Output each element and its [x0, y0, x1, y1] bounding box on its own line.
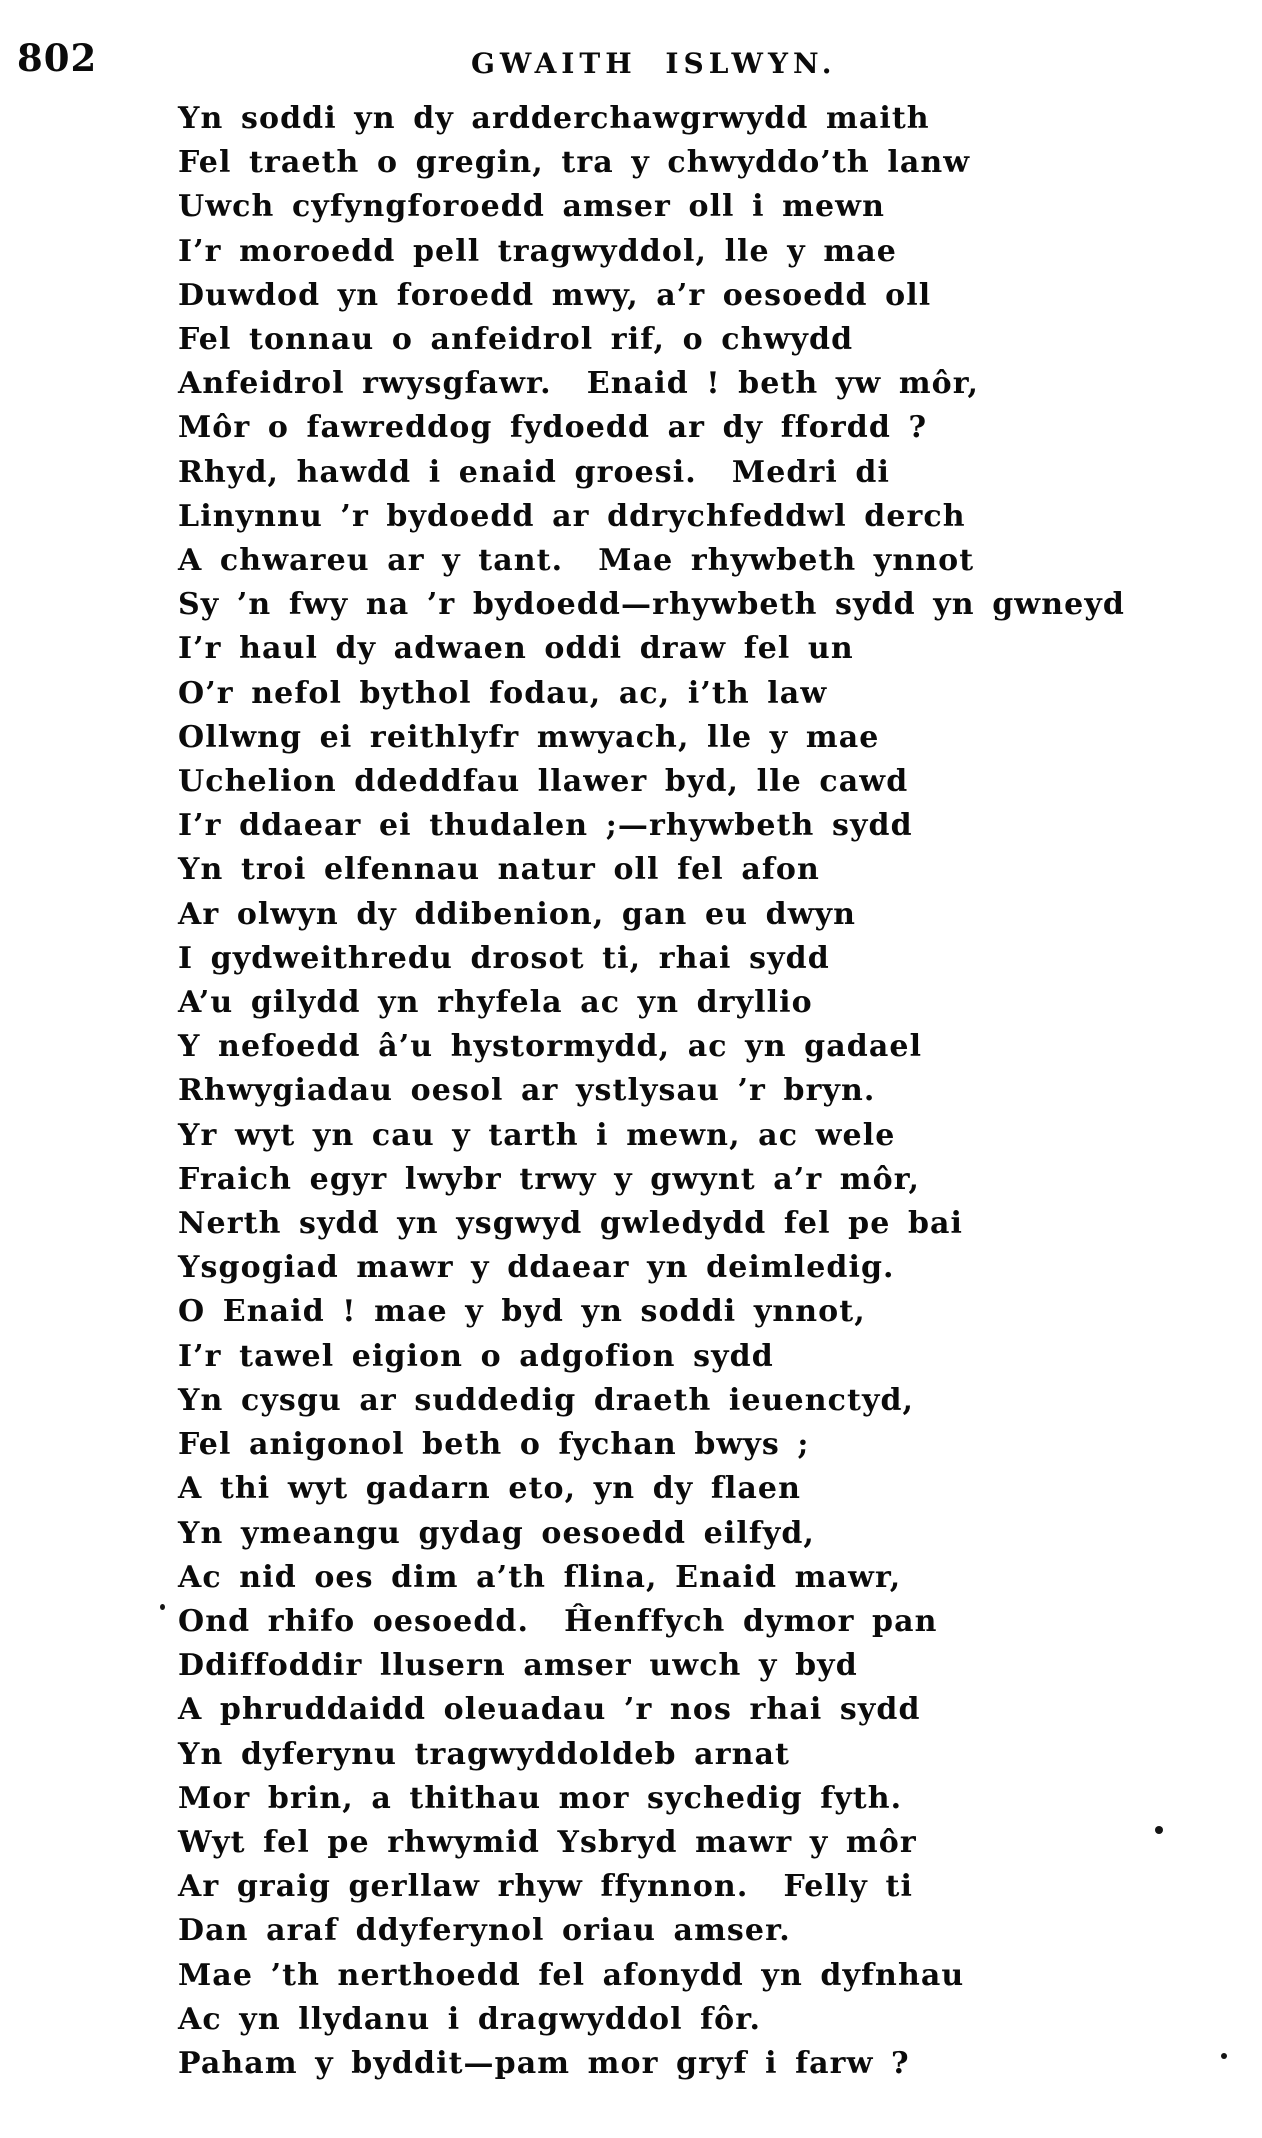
poem-line: Ond rhifo oesoedd. Ĥenffych dymor pan [178, 1603, 938, 1639]
poem-line: Duwdod yn foroedd mwy, a’r oesoedd oll [178, 277, 932, 313]
poem-line: Ar olwyn dy ddibenion, gan eu dwyn [178, 896, 857, 932]
poem-line: Yn troi elfennau natur oll fel afon [178, 852, 820, 888]
poem-line: Yn dyferynu tragwyddoldeb arnat [178, 1736, 791, 1772]
poem-line: Fel traeth o gregin, tra y chwyddo’th lanw [178, 145, 971, 181]
poem-line: Ddiffoddir llusern amser uwch y byd [178, 1648, 858, 1684]
poem-line: Ysgogiad mawr y ddaear yn deimledig. [178, 1250, 895, 1286]
poem-line: Rhyd, hawdd i enaid groesi. Medri di [178, 454, 890, 490]
poem-line: Yn cysgu ar suddedig draeth ieuenctyd, [178, 1382, 915, 1418]
poem-line: O Enaid ! mae y byd yn soddi ynnot, [178, 1294, 866, 1330]
poem-line: Uwch cyfyngforoedd amser oll i mewn [178, 189, 886, 225]
poem-line: Linynnu ’r bydoedd ar ddrychfeddwl derch [178, 498, 966, 534]
poem-line: I’r ddaear ei thudalen ;—rhywbeth sydd [178, 808, 913, 844]
poem-line: Fraich egyr lwybr trwy y gwynt a’r môr, [178, 1161, 920, 1197]
poem-line: Ar graig gerllaw rhyw ffynnon. Felly ti [178, 1869, 913, 1905]
poem-line: Mor brin, a thithau mor sychedig fyth. [178, 1780, 903, 1816]
poem-line: Sy ’n fwy na ’r bydoedd—rhywbeth sydd yn gwneyd [178, 587, 1125, 623]
poem-line: A thi wyt gadarn eto, yn dy flaen [178, 1471, 802, 1507]
poem-line: A’u gilydd yn rhyfela ac yn dryllio [178, 985, 813, 1021]
poem-line: Yn ymeangu gydag oesoedd eilfyd, [178, 1515, 815, 1551]
poem-line: Uchelion ddeddfau llawer byd, lle cawd [178, 764, 909, 800]
poem-line: I’r haul dy adwaen oddi draw fel un [178, 631, 854, 667]
poem-line: A phruddaidd oleuadau ’r nos rhai sydd [178, 1692, 921, 1728]
poem-line: Nerth sydd yn ysgwyd gwledydd fel pe bai [178, 1206, 964, 1242]
ink-speck [1155, 1826, 1163, 1834]
poem-line: Wyt fel pe rhwymid Ysbryd mawr y môr [178, 1824, 917, 1860]
poem-line: I gydweithredu drosot ti, rhai sydd [178, 940, 830, 976]
poem-line: Fel tonnau o anfeidrol rif, o chwydd [178, 322, 854, 358]
poem-line: Yr wyt yn cau y tarth i mewn, ac wele [178, 1117, 896, 1153]
poem-line: A chwareu ar y tant. Mae rhywbeth ynnot [178, 543, 975, 579]
poem-line: Rhwygiadau oesol ar ystlysau ’r bryn. [178, 1073, 876, 1109]
running-title: GWAITH ISLWYN. [471, 47, 837, 80]
poem-line: Fel anigonol beth o fychan bwys ; [178, 1427, 810, 1463]
ink-speck [1221, 2053, 1227, 2059]
poem-line: I’r tawel eigion o adgofion sydd [178, 1338, 774, 1374]
poem-line: Paham y byddit—pam mor gryf i farw ? [178, 2045, 910, 2081]
poem-line: Ac nid oes dim a’th flina, Enaid mawr, [178, 1559, 902, 1595]
poem-line: Y nefoedd â’u hystormydd, ac yn gadael [178, 1029, 923, 1065]
poem-line: Dan araf ddyferynol oriau amser. [178, 1913, 791, 1949]
poem [178, 97, 1258, 2086]
poem-line: Yn soddi yn dy ardderchawgrwydd maith [178, 101, 930, 136]
poem-line: I’r moroedd pell tragwyddol, lle y mae [178, 233, 897, 269]
poem-line: Anfeidrol rwysgfawr. Enaid ! beth yw môr, [178, 366, 980, 402]
poem-line: Ollwng ei reithlyfr mwyach, lle y mae [178, 719, 880, 755]
page-number: 802 [17, 36, 98, 80]
poem-line: Môr o fawreddog fydoedd ar dy ffordd ? [178, 410, 928, 446]
poem-line: Mae ’th nerthoedd fel afonydd yn dyfnhau [178, 1957, 965, 1993]
poem-line: Ac yn llydanu i dragwyddol fôr. [178, 2001, 761, 2037]
poem-line: O’r nefol bythol fodau, ac, i’th law [178, 675, 828, 711]
ink-speck [160, 1604, 165, 1610]
